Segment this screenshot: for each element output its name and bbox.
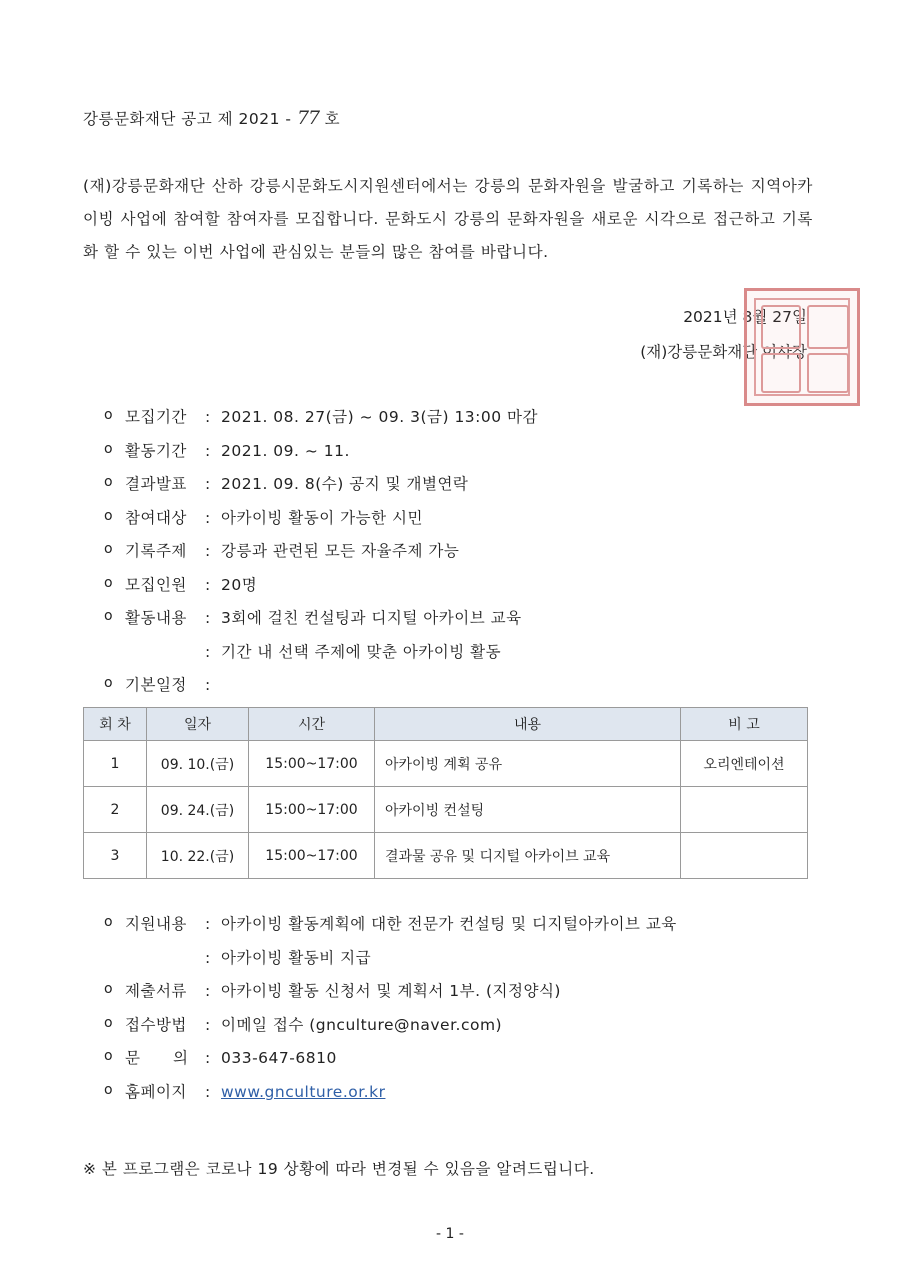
page-number: - 1 -	[436, 1226, 464, 1242]
bullet: o	[104, 407, 113, 423]
cell-time: 15:00~17:00	[249, 833, 375, 879]
info-label: 홈페이지	[125, 1083, 187, 1101]
info-value: 아카이빙 활동비 지급	[221, 949, 372, 967]
cell-session: 2	[84, 787, 147, 833]
table-header-row	[84, 708, 808, 741]
cell-note	[681, 833, 808, 879]
cell-date: 09. 24.(금)	[147, 787, 249, 833]
cell-content: 아카이빙 컨설팅	[375, 787, 681, 833]
info-row-target: 참여대상 : 아카이빙 활동이 가능한 시민	[125, 506, 423, 528]
info-value: 20명	[221, 576, 258, 594]
info-value: 아카이빙 활동 신청서 및 계획서 1부. (지정양식)	[221, 982, 561, 1000]
info-row-headcount: 모집인원 : 20명	[125, 573, 257, 595]
info-row-activity-content: 활동내용 : 3회에 걸친 컨설팅과 디지털 아카이브 교육	[125, 606, 522, 628]
homepage-link[interactable]: www.gnculture.or.kr	[221, 1083, 386, 1101]
info-label: 활동내용	[125, 609, 187, 627]
info-label: 참여대상	[125, 509, 187, 527]
header-time: 시간	[249, 708, 375, 741]
info-value: 033-647-6810	[221, 1049, 337, 1067]
bullet: o	[104, 1048, 113, 1064]
info-label: 기록주제	[125, 542, 187, 560]
info-row-activity-period: 활동기간 : 2021. 09. ~ 11.	[125, 439, 350, 461]
info-value: 이메일 접수 (gnculture@naver.com)	[221, 1016, 503, 1034]
cell-content: 결과물 공유 및 디지털 아카이브 교육	[375, 833, 681, 879]
bullet: o	[104, 1015, 113, 1031]
info-value: 아카이빙 활동이 가능한 시민	[221, 509, 423, 527]
info-value: 강릉과 관련된 모든 자율주제 가능	[221, 542, 460, 560]
issuer-name: (재)강릉문화재단 이사장	[640, 343, 807, 361]
info-value: 2021. 08. 27(금) ~ 09. 3(금) 13:00 마감	[221, 408, 538, 426]
cell-note	[681, 787, 808, 833]
header-content: 내용	[375, 708, 681, 741]
bullet: o	[104, 508, 113, 524]
bullet: o	[104, 1082, 113, 1098]
info-row-documents: 제출서류 : 아카이빙 활동 신청서 및 계획서 1부. (지정양식)	[125, 979, 561, 1001]
table-row	[84, 741, 808, 787]
header-date: 일자	[147, 708, 249, 741]
info-value: 기간 내 선택 주제에 맞춘 아카이빙 활동	[221, 643, 502, 661]
info-label: 활동기간	[125, 442, 187, 460]
info-row-homepage: 홈페이지 : www.gnculture.or.kr	[125, 1080, 385, 1102]
schedule-table	[83, 707, 808, 879]
header-session: 회 차	[84, 708, 147, 741]
footnote: ※ 본 프로그램은 코로나 19 상황에 따라 변경될 수 있음을 알려드립니다.	[83, 1160, 595, 1178]
bullet: o	[104, 441, 113, 457]
info-value: 3회에 걸친 컨설팅과 디지털 아카이브 교육	[221, 609, 522, 627]
info-row-topic: 기록주제 : 강릉과 관련된 모든 자율주제 가능	[125, 539, 459, 561]
bullet: o	[104, 608, 113, 624]
cell-date: 10. 22.(금)	[147, 833, 249, 879]
cell-time: 15:00~17:00	[249, 741, 375, 787]
bullet: o	[104, 541, 113, 557]
official-seal	[744, 288, 860, 406]
cell-time: 15:00~17:00	[249, 787, 375, 833]
cell-content: 아카이빙 계획 공유	[375, 741, 681, 787]
intro-paragraph: (재)강릉문화재단 산하 강릉시문화도시지원센터에서는 강릉의 문화자원을 발굴하고 기록하는 지역아카이빙 사업에 참여할 참여자를 모집합니다. 문화도시 강릉의 문화자원을 새로운 시각으로 접근하고 기록화 할 수 있는 이번 사업에 관심있는 분들의 많은 참여를 바랍니다.	[83, 177, 813, 261]
info-label: 문 의	[125, 1049, 189, 1067]
issue-date: 2021년 8월 27일	[683, 308, 807, 326]
info-row-activity-content-cont: : 기간 내 선택 주제에 맞춘 아카이빙 활동	[205, 643, 502, 661]
cell-session: 3	[84, 833, 147, 879]
info-label: 기본일정	[125, 676, 187, 694]
info-row-result-announcement: 결과발표 : 2021. 09. 8(수) 공지 및 개별연락	[125, 472, 468, 494]
bullet: o	[104, 474, 113, 490]
info-label: 제출서류	[125, 982, 187, 1000]
info-label: 지원내용	[125, 915, 187, 933]
notice-prefix: 강릉문화재단 공고 제 2021 -	[83, 110, 292, 128]
table-row	[84, 833, 808, 879]
bullet: o	[104, 981, 113, 997]
bullet: o	[104, 575, 113, 591]
header-note: 비 고	[681, 708, 808, 741]
info-row-recruit-period: 모집기간 : 2021. 08. 27(금) ~ 09. 3(금) 13:00 마감	[125, 405, 538, 427]
info-label: 결과발표	[125, 475, 187, 493]
info-row-submission: 접수방법 : 이메일 접수 (gnculture@naver.com)	[125, 1013, 502, 1035]
info-label: 접수방법	[125, 1016, 187, 1034]
info-value: 2021. 09. ~ 11.	[221, 442, 350, 460]
table-row	[84, 787, 808, 833]
info-value: 2021. 09. 8(수) 공지 및 개별연락	[221, 475, 469, 493]
cell-session: 1	[84, 741, 147, 787]
notice-number-handwritten: 77	[296, 107, 320, 129]
info-row-inquiry: 문 의 : 033-647-6810	[125, 1046, 337, 1068]
notice-number-line	[83, 107, 340, 129]
info-row-support: 지원내용 : 아카이빙 활동계획에 대한 전문가 컨설팅 및 디지털아카이브 교육	[125, 912, 677, 934]
cell-date: 09. 10.(금)	[147, 741, 249, 787]
bullet: o	[104, 914, 113, 930]
info-row-support-cont: : 아카이빙 활동비 지급	[205, 949, 372, 967]
info-value: 아카이빙 활동계획에 대한 전문가 컨설팅 및 디지털아카이브 교육	[221, 915, 677, 933]
info-row-schedule-label: 기본일정 :	[125, 673, 221, 695]
info-label: 모집인원	[125, 576, 187, 594]
cell-note: 오리엔테이션	[681, 741, 808, 787]
info-label: 모집기간	[125, 408, 187, 426]
notice-suffix: 호	[324, 110, 341, 128]
bullet: o	[104, 675, 113, 691]
